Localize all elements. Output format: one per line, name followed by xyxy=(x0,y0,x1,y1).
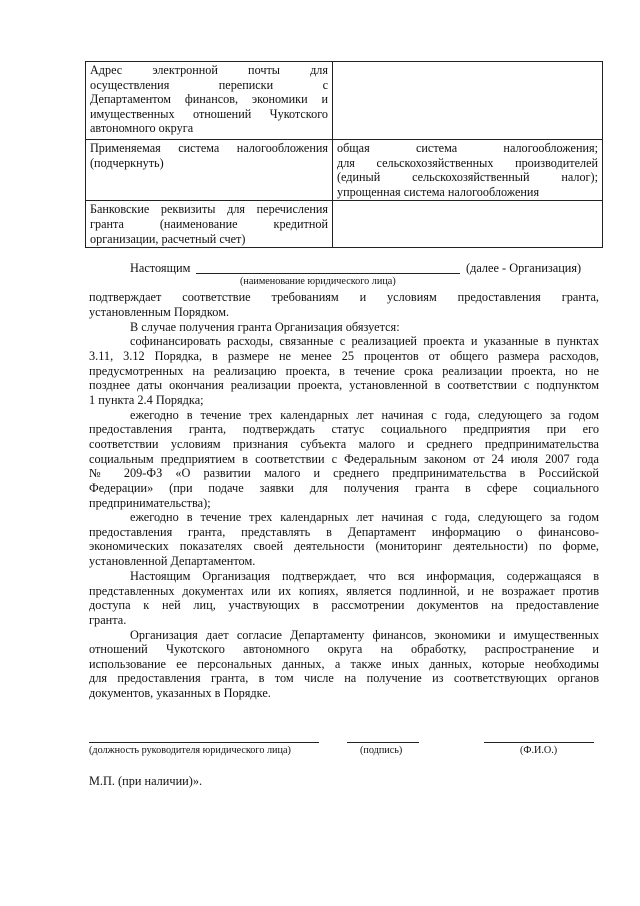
requisite-label-line: гранта (наименование кредитной xyxy=(90,216,328,231)
intro-lead: Настоящим xyxy=(130,261,191,275)
requisites-row xyxy=(86,201,603,248)
organization-name-blank xyxy=(196,273,460,274)
intro-tail: (далее - Организация) xyxy=(466,261,582,275)
body-line: соответствии условиям признания субъекта малого и среднего предпринимательства xyxy=(89,437,599,451)
body-line: позднее даты окончания реализации проекта, установленной в соответствии с подпунктом xyxy=(89,378,599,392)
requisite-value-line: для сельскохозяйственных производителей xyxy=(337,155,598,170)
body-line: Федерации» (при подаче заявки для получения гранта в сфере социального xyxy=(89,481,599,495)
body-line: экономических показателях своей деятельности (мониторинг деятельности) по форме, xyxy=(89,539,599,553)
body-line: № 209-ФЗ «О развитии малого и среднего предпринимательства в Российской xyxy=(89,466,599,480)
requisites-row xyxy=(86,62,603,140)
body-line: 3.11, 3.12 Порядка, в размере не менее 25 процентов от общего размера расходов, xyxy=(89,349,599,363)
body-line: установленным Порядком. xyxy=(89,305,230,319)
body-line: социальным предприятием в соответствии с Федеральным законом от 24 июля 2007 года xyxy=(89,452,599,466)
requisites-row xyxy=(86,140,603,201)
name-caption: (Ф.И.О.) xyxy=(520,745,558,756)
requisite-value-line: упрощенная система налогообложения xyxy=(337,184,540,199)
body-line: документов, указанных в Порядке. xyxy=(89,686,271,700)
body-line: Настоящим Организация подтверждает, что вся информация, содержащаяся в xyxy=(130,569,599,583)
requisite-label-line: автономного округа xyxy=(90,121,194,136)
requisite-label-line: организации, расчетный счет) xyxy=(90,231,246,246)
body-line: гранта. xyxy=(89,613,127,627)
body-line: В случае получения гранта Организация обязуется: xyxy=(130,320,400,334)
body-line: предусмотренных на реализацию проекта, в течение срока реализации проекта, но не xyxy=(89,364,599,378)
position-signature-line xyxy=(89,742,319,743)
body-line: подтверждает соответствие требованиям и условиям предоставления гранта, xyxy=(89,290,599,304)
requisite-label-line: Применяемая система налогообложения xyxy=(90,141,328,155)
requisite-label-line: Департаментом финансов, экономики и xyxy=(90,92,328,107)
stamp-note: М.П. (при наличии)». xyxy=(89,774,203,788)
body-line: использование ее персональных данных, а также иных данных, которые необходимы xyxy=(89,657,599,671)
body-line: предпринимательства); xyxy=(89,496,211,510)
requisite-label-line: Адрес электронной почты для xyxy=(90,63,328,77)
body-line: ежегодно в течение трех календарных лет начиная с года, следующего за годом xyxy=(130,510,599,524)
name-signature-line xyxy=(484,742,594,743)
requisite-label-line: (подчеркнуть) xyxy=(90,155,164,170)
requisite-value-line: общая система налогообложения; xyxy=(337,141,598,155)
body-line: софинансировать расходы, связанные с реализацией проекта и указанные в пунктах xyxy=(130,334,599,348)
body-line: предоставления гранта, подтверждать статус социального предприятия при его xyxy=(89,422,599,436)
body-line: ежегодно в течение трех календарных лет начиная с года, следующего за годом xyxy=(130,408,599,422)
requisite-value-line: (единый сельскохозяйственный налог); xyxy=(337,170,598,185)
requisite-label-line: Банковские реквизиты для перечисления xyxy=(90,202,328,217)
body-line: предоставления гранта, представлять в Департамент информацию о финансово- xyxy=(89,525,599,539)
requisite-label-line: осуществления переписки с xyxy=(90,77,328,92)
body-line: доступа к ней лиц, участвующих в рассмотрении документов на предоставление xyxy=(89,598,599,612)
requisite-label-cell xyxy=(86,201,333,248)
position-caption: (должность руководителя юридического лица) xyxy=(89,745,291,756)
body-line: Организация дает согласие Департаменту финансов, экономики и имущественных xyxy=(130,628,599,642)
requisites-table xyxy=(85,61,603,248)
requisite-value-cell xyxy=(333,62,603,140)
body-line: 1 пункта 2.4 Порядка; xyxy=(89,393,204,407)
intro-caption: (наименование юридического лица) xyxy=(240,276,396,287)
requisite-value-cell xyxy=(333,140,603,201)
signature-caption: (подпись) xyxy=(360,745,403,756)
requisite-label-cell xyxy=(86,140,333,201)
body-line: представленных документах или их копиях, является подлинной, и не возражает против xyxy=(89,584,599,598)
requisite-value-cell xyxy=(333,201,603,248)
body-line: отношений Чукотского автономного округа на обработку, распространение и xyxy=(89,642,599,656)
signature-line xyxy=(347,742,419,743)
requisite-label-line: имущественных отношений Чукотского xyxy=(90,106,328,121)
body-line: установленной Департаментом. xyxy=(89,554,256,568)
requisite-label-cell xyxy=(86,62,333,140)
body-line: для предоставления гранта, в том числе на получение из соответствующих органов xyxy=(89,671,599,685)
